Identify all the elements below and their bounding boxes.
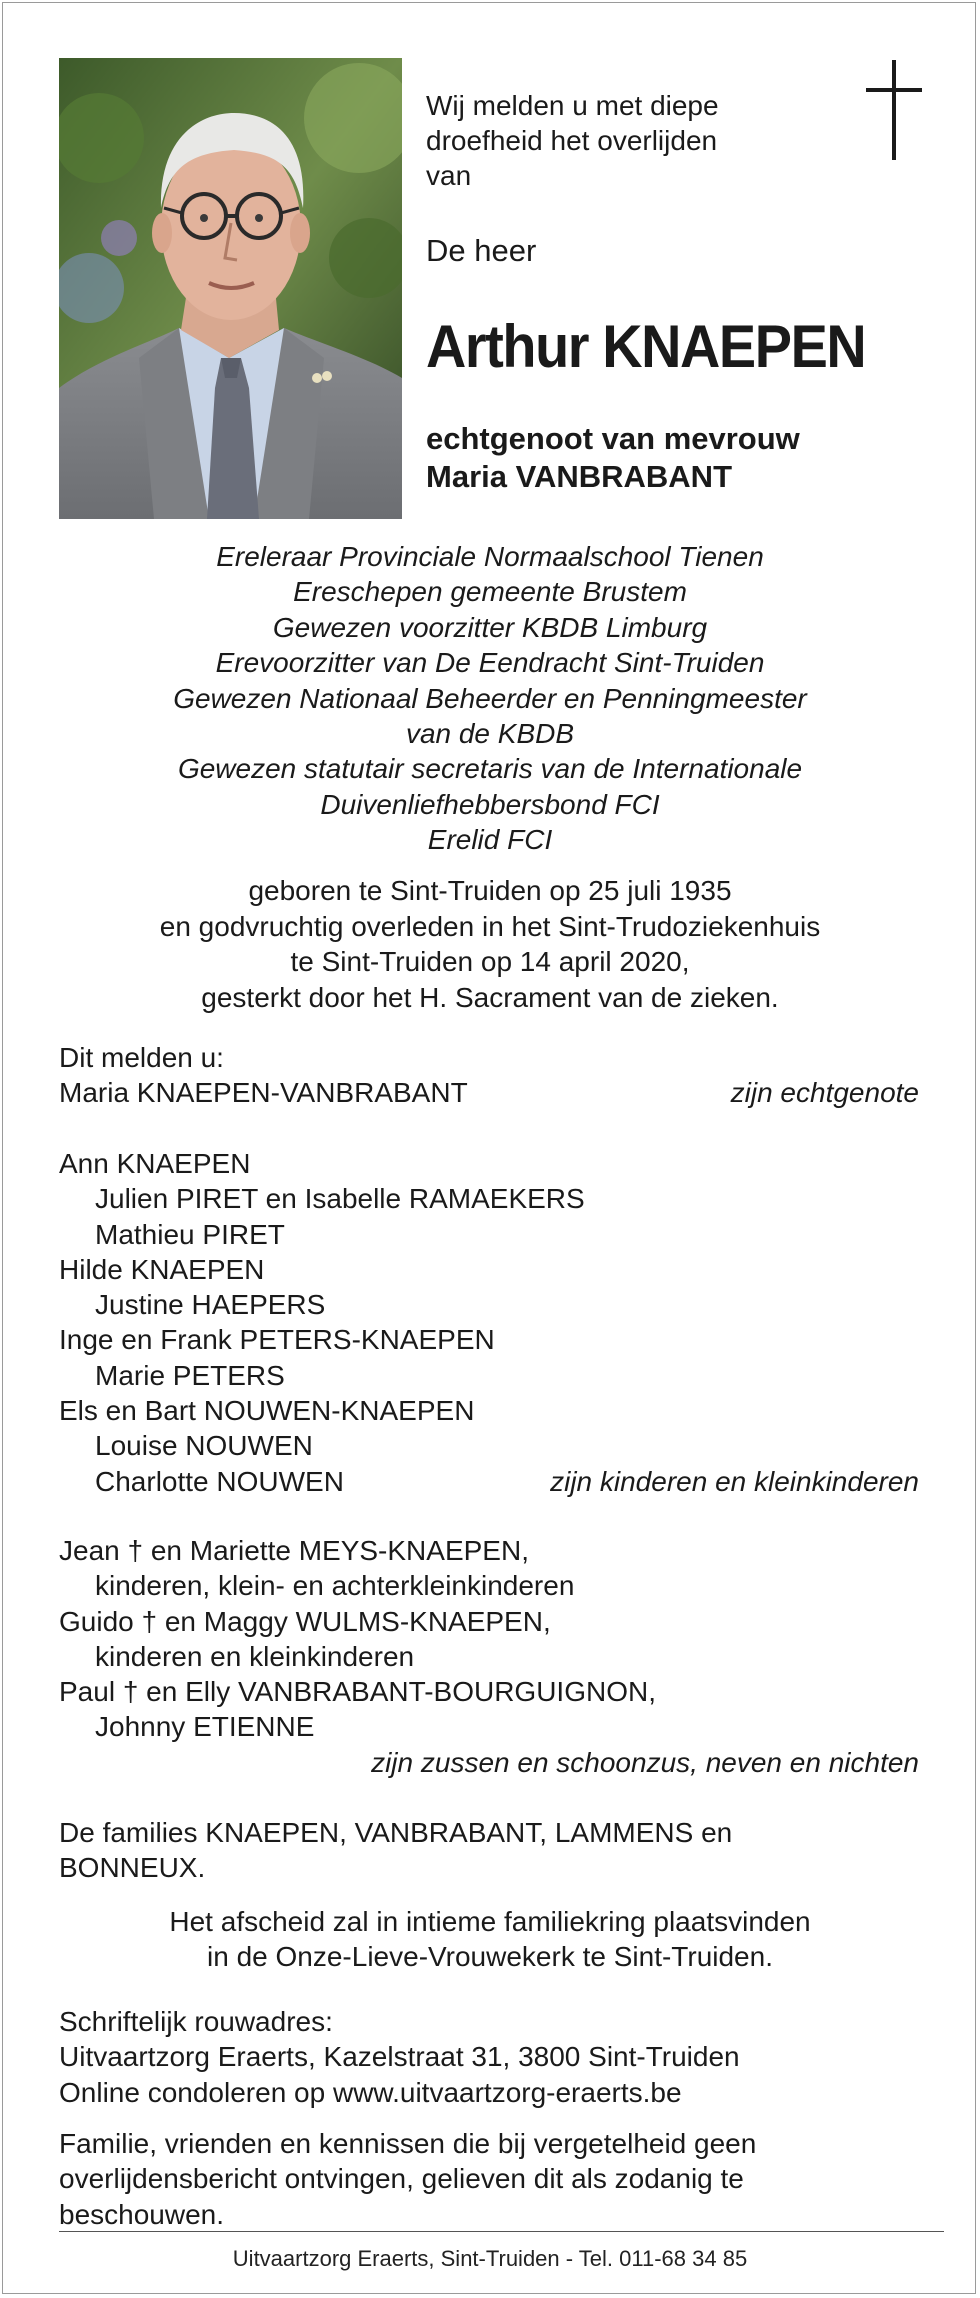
spouse-name: Maria VANBRABANT bbox=[426, 459, 733, 494]
list-item: Johnny ETIENNE bbox=[95, 1711, 315, 1743]
condolence-address bbox=[59, 2004, 740, 2110]
title-line: Ereleraar Provinciale Normaalschool Tienen bbox=[216, 541, 764, 572]
list-item: Louise NOUWEN bbox=[95, 1430, 313, 1462]
cross-icon bbox=[866, 60, 922, 160]
birth-line: geboren te Sint-Truiden op 25 juli 1935 bbox=[248, 875, 732, 906]
widow-row bbox=[59, 1075, 919, 1110]
birth-line: en godvruchtig overleden in het Sint-Trudoziekenhuis bbox=[159, 910, 821, 942]
spouse-label: echtgenoot van mevrouw bbox=[426, 421, 800, 456]
list-item-text: Charlotte NOUWEN bbox=[95, 1465, 344, 1497]
families-text: De families KNAEPEN, VANBRABANT, LAMMENS en BONNEUX. bbox=[59, 1817, 733, 1884]
title-line: Erevoorzitter van De Eendracht Sint-Truiden bbox=[215, 647, 765, 679]
siblings-relation: zijn zussen en schoonzus, neven en nichten bbox=[371, 1746, 919, 1778]
title-line: Erelid FCI bbox=[427, 824, 553, 856]
list-item: Marie PETERS bbox=[95, 1359, 285, 1391]
list-item: Mathieu PIRET bbox=[95, 1218, 285, 1250]
intro-text bbox=[426, 88, 806, 193]
list-item: Guido † en Maggy WULMS-KNAEPEN, bbox=[59, 1605, 551, 1637]
title-line: Gewezen Nationaal Beheerder en Penningmeester bbox=[173, 682, 807, 714]
birth-line: gesterkt door het H. Sacrament van de zieken. bbox=[201, 981, 779, 1013]
announcers-intro bbox=[59, 1040, 919, 1111]
footer-divider bbox=[59, 2231, 944, 2232]
list-item: kinderen en kleinkinderen bbox=[95, 1640, 415, 1672]
farewell-line: in de Onze-Lieve-Vrouwekerk te Sint-Truiden. bbox=[207, 1941, 773, 1973]
footer-text: Uitvaartzorg Eraerts, Sint-Truiden - Tel. 011-68 34 85 bbox=[232, 2246, 748, 2271]
widow-name: Maria KNAEPEN-VANBRABANT bbox=[59, 1077, 468, 1109]
title-line: Gewezen statutair secretaris van de Internationale bbox=[177, 753, 803, 785]
title-line: van de KBDB bbox=[405, 718, 575, 750]
list-item: Paul † en Elly VANBRABANT-BOURGUIGNON, bbox=[59, 1676, 656, 1708]
list-item: Ann KNAEPEN bbox=[59, 1148, 251, 1179]
children-list bbox=[59, 1146, 919, 1499]
intro-line: droefheid het overlijden bbox=[426, 125, 718, 156]
portrait-photo bbox=[59, 58, 402, 519]
salutation: De heer bbox=[426, 233, 537, 268]
honorary-titles bbox=[60, 539, 920, 858]
list-item: Els en Bart NOUWEN-KNAEPEN bbox=[59, 1395, 475, 1427]
title-line: Duivenliefhebbersbond FCI bbox=[320, 788, 660, 820]
list-item: Justine HAEPERS bbox=[95, 1289, 326, 1321]
list-item: Inge en Frank PETERS-KNAEPEN bbox=[59, 1324, 495, 1356]
intro-line: Wij melden u met diepe bbox=[426, 90, 719, 121]
notice-text: Familie, vrienden en kennissen die bij vergetelheid geen overlijdensbericht ontvingen, gelieven dit als zodanig te beschouwen. bbox=[59, 2128, 757, 2230]
farewell-line: Het afscheid zal in intieme familiekring plaatsvinden bbox=[169, 1906, 811, 1937]
title-line: Gewezen voorzitter KBDB Limburg bbox=[272, 611, 708, 643]
title-line: Ereschepen gemeente Brustem bbox=[293, 576, 687, 608]
intro-line: van bbox=[426, 160, 472, 191]
list-item: Julien PIRET en Isabelle RAMAEKERS bbox=[95, 1183, 585, 1215]
list-item bbox=[59, 1464, 919, 1499]
list-item: Hilde KNAEPEN bbox=[59, 1253, 265, 1285]
list-item: Jean † en Mariette MEYS-KNAEPEN, bbox=[59, 1535, 529, 1566]
widow-relation: zijn echtgenote bbox=[730, 1077, 919, 1109]
address-line: Uitvaartzorg Eraerts, Kazelstraat 31, 3800 Sint-Truiden bbox=[59, 2041, 740, 2073]
siblings-list bbox=[59, 1533, 919, 1780]
address-line: Schriftelijk rouwadres: bbox=[59, 2006, 333, 2037]
list-item: kinderen, klein- en achterkleinkinderen bbox=[95, 1570, 575, 1602]
children-relation: zijn kinderen en kleinkinderen bbox=[550, 1465, 919, 1497]
farewell-info bbox=[60, 1904, 920, 1975]
announce-label: Dit melden u: bbox=[59, 1042, 224, 1073]
birth-line: te Sint-Truiden op 14 april 2020, bbox=[290, 946, 690, 977]
birth-death-info bbox=[60, 873, 920, 1015]
address-line: Online condoleren op www.uitvaartzorg-eraerts.be bbox=[59, 2076, 682, 2108]
deceased-name: Arthur KNAEPEN bbox=[426, 313, 866, 380]
